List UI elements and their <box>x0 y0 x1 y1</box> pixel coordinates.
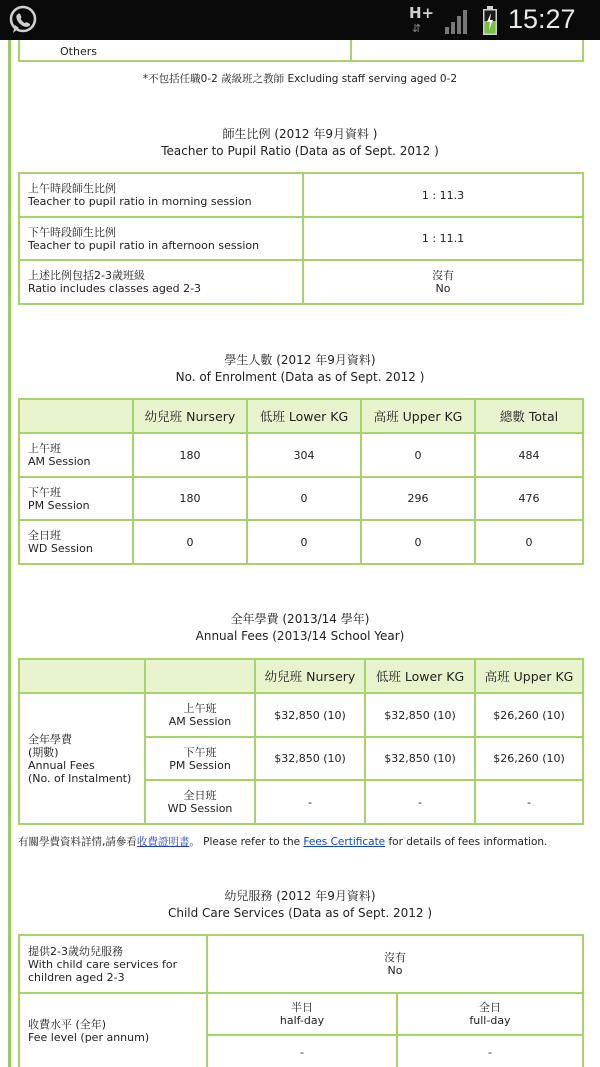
table-row: 全年學費 (期數) Annual Fees (No. of Instalment) 上午班 AM Session $32,850 (10) $32,850 (10) $26,260 (10) <box>19 693 583 737</box>
data-activity-icon: ⇵ <box>412 22 422 35</box>
table-row: 全日班 WD Session 0 0 0 0 <box>19 520 583 564</box>
clock: 15:27 <box>508 4 576 34</box>
table-row: 上午班 AM Session 180 304 0 484 <box>19 433 583 477</box>
page-content <box>0 40 600 1067</box>
table-row: 下午時段師生比例 Teacher to pupil ratio in afternoon session 1 : 11.1 <box>19 217 583 260</box>
ratio-table <box>18 172 584 305</box>
table-header-row <box>19 659 583 693</box>
ratio-value: 1 : 11.1 <box>303 217 583 260</box>
table-row: 提供2-3歲幼兒服務 With child care services for children aged 2-3 沒有 No <box>19 935 583 993</box>
status-bar <box>0 0 600 40</box>
others-label: Others <box>19 40 351 61</box>
col-header: 低班 Lower KG <box>247 399 361 433</box>
col-header: 高班 Upper KG <box>361 399 475 433</box>
table-row: 收費水平 (全年) Fee level (per annum) 半日 half-day 全日 full-day <box>19 993 583 1035</box>
table-row: 下午班 PM Session $32,850 (10) $32,850 (10) $26,260 (10) <box>19 737 583 780</box>
ratio-title: 師生比例 (2012 年9月資料 ) Teacher to Pupil Ratio (Data as of Sept. 2012 ) <box>161 127 439 158</box>
battery-icon <box>482 6 498 36</box>
col-header: 幼兒班 Nursery <box>255 659 365 693</box>
staff-note: *不包括任職0-2 歲級班之教師 Excluding staff serving aged 0-2 <box>142 73 458 85</box>
childcare-table <box>18 934 584 1067</box>
table-header-row <box>19 399 583 433</box>
network-type: H+ <box>409 4 435 22</box>
fees-title: 全年學費 (2013/14 學年) Annual Fees (2013/14 School Year) <box>195 612 405 643</box>
fees-group-label: 全年學費 (期數) Annual Fees (No. of Instalment) <box>19 693 145 824</box>
col-header: 總數 Total <box>475 399 583 433</box>
fees-certificate-link-zh[interactable]: 收費證明書 <box>136 836 190 848</box>
col-header: 低班 Lower KG <box>365 659 475 693</box>
whatsapp-icon <box>6 4 40 36</box>
table-row: 上午時段師生比例 Teacher to pupil ratio in morning session 1 : 11.3 <box>19 173 583 217</box>
fees-note: 有關學費資料詳情,請參看收費證明書。 Please refer to the Fees Certificate for details of fees information. <box>18 836 548 848</box>
childcare-title: 幼兒服務 (2012 年9月資料) Child Care Services (Data as of Sept. 2012 ) <box>167 889 433 920</box>
fees-certificate-link[interactable]: Fees Certificate <box>303 836 386 848</box>
table-row: - - <box>19 1035 583 1067</box>
col-header: 高班 Upper KG <box>475 659 583 693</box>
table-row: 全日班 WD Session - - - <box>19 780 583 824</box>
signal-icon <box>444 10 472 34</box>
enrolment-title: 學生人數 (2012 年9月資料) No. of Enrolment (Data as of Sept. 2012 ) <box>175 353 425 384</box>
ratio-value: 1 : 11.3 <box>303 173 583 217</box>
others-value <box>351 40 583 61</box>
table-row: 下午班 PM Session 180 0 296 476 <box>19 477 583 520</box>
fees-table <box>18 658 584 825</box>
enrolment-table <box>18 398 584 565</box>
col-header: 幼兒班 Nursery <box>133 399 247 433</box>
ratio-value: 沒有 No <box>303 260 583 304</box>
staff-table-partial <box>18 40 584 62</box>
table-row: 上述比例包括2-3歲班級 Ratio includes classes aged 2-3 沒有 No <box>19 260 583 304</box>
